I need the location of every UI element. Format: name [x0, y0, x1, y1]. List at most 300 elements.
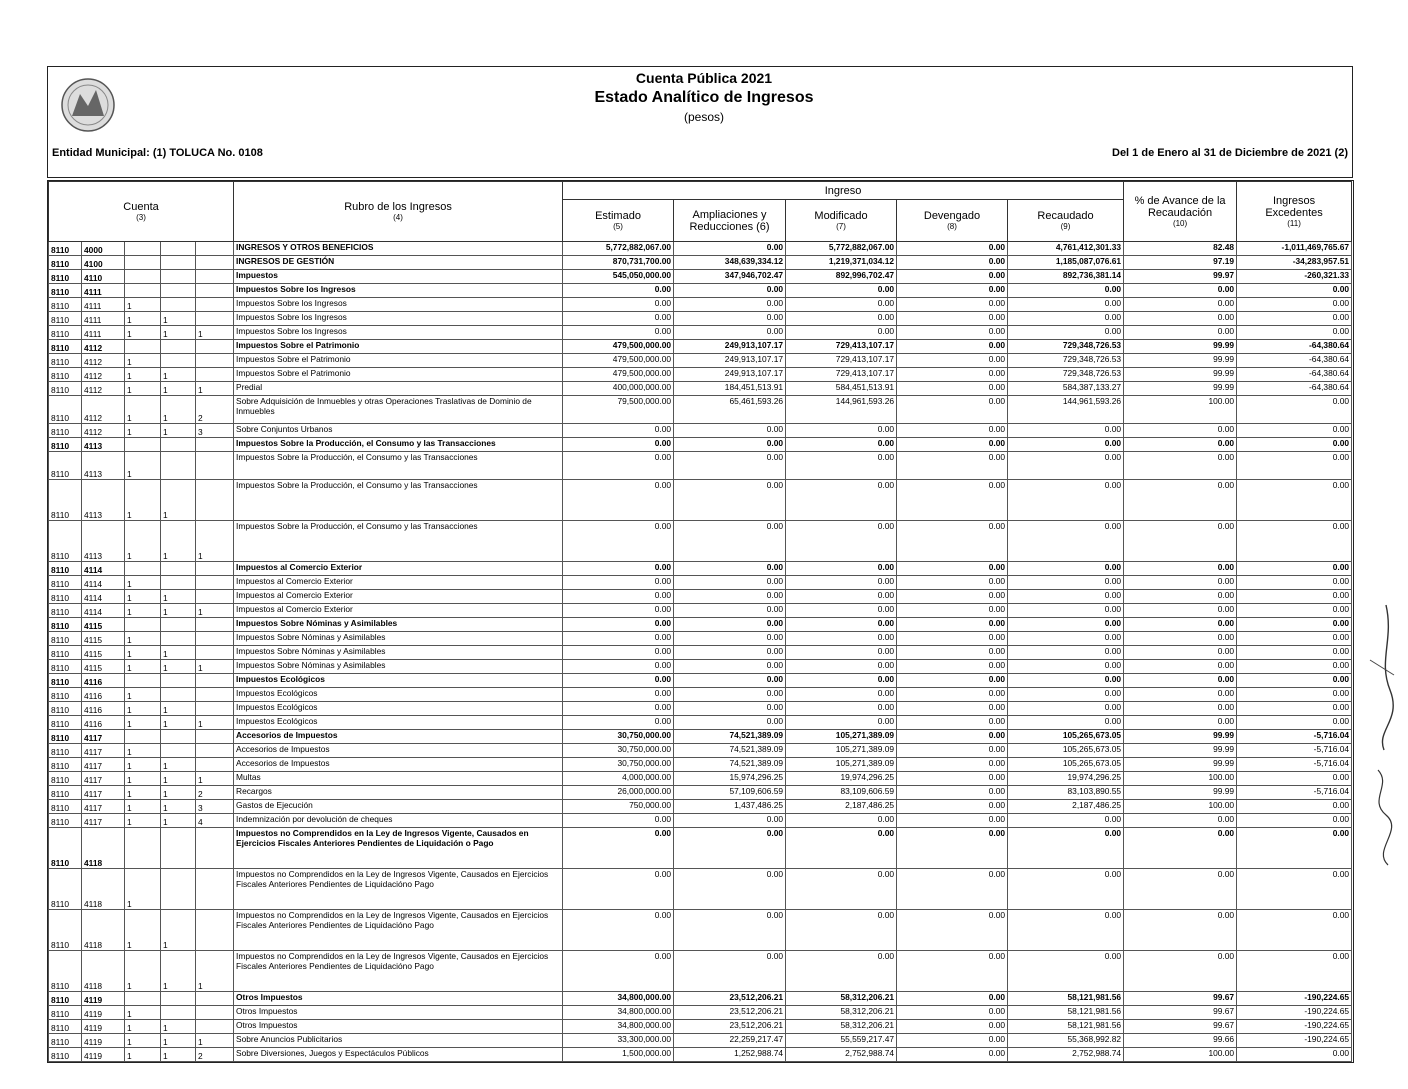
table-row	[49, 242, 1352, 256]
cell-avance: 99.99	[1124, 744, 1237, 758]
cell-estimado: 0.00	[563, 562, 674, 576]
cell-avance: 0.00	[1124, 576, 1237, 590]
cell-excedentes: 0.00	[1237, 688, 1352, 702]
cell-avance: 0.00	[1124, 660, 1237, 674]
cell-grupo: 4113	[82, 521, 125, 562]
cell-modificado: 0.00	[786, 298, 897, 312]
table-row	[49, 951, 1352, 992]
cell-estimado: 34,800,000.00	[563, 1006, 674, 1020]
cell-avance: 0.00	[1124, 814, 1237, 828]
cell-description: Impuestos Sobre los Ingresos	[234, 312, 563, 326]
cell-recaudado: 0.00	[1008, 298, 1124, 312]
cell-modificado: 729,413,107.17	[786, 340, 897, 354]
cell-rubro: 1	[125, 354, 161, 368]
cell-clase	[196, 758, 234, 772]
cell-clase: 1	[196, 951, 234, 992]
cell-grupo: 4112	[82, 340, 125, 354]
cell-estimado: 0.00	[563, 618, 674, 632]
cell-description: Impuestos Ecológicos	[234, 674, 563, 688]
cell-description: Otros Impuestos	[234, 1006, 563, 1020]
cell-excedentes: 0.00	[1237, 618, 1352, 632]
cell-recaudado: 0.00	[1008, 814, 1124, 828]
cell-clase	[196, 562, 234, 576]
cell-clase: 2	[196, 396, 234, 424]
cell-description: Impuestos Sobre los Ingresos	[234, 298, 563, 312]
cell-avance: 0.00	[1124, 424, 1237, 438]
cell-recaudado: 19,974,296.25	[1008, 772, 1124, 786]
cell-estimado: 30,750,000.00	[563, 730, 674, 744]
cell-ampliaciones: 22,259,217.47	[674, 1034, 786, 1048]
cell-excedentes: 0.00	[1237, 576, 1352, 590]
col-ingreso-header: Ingreso	[563, 182, 1124, 200]
cell-estimado: 0.00	[563, 424, 674, 438]
table-row	[49, 618, 1352, 632]
cell-estimado: 479,500,000.00	[563, 354, 674, 368]
cell-description: Impuestos no Comprendidos en la Ley de Ingresos Vigente, Causados en Ejercicios Fiscales Anteriores Pendientes de Liquidacióno Pago	[234, 951, 563, 992]
cell-tipo: 1	[161, 758, 196, 772]
cell-estimado: 0.00	[563, 951, 674, 992]
cell-rubro: 1	[125, 702, 161, 716]
cell-modificado: 0.00	[786, 424, 897, 438]
cell-avance: 100.00	[1124, 772, 1237, 786]
cell-description: Impuestos no Comprendidos en la Ley de Ingresos Vigente, Causados en Ejercicios Fiscales Anteriores Pendientes de Liquidacióno Pago	[234, 910, 563, 951]
cell-rubro	[125, 284, 161, 298]
cell-tipo	[161, 674, 196, 688]
cell-tipo	[161, 284, 196, 298]
cell-tipo: 1	[161, 368, 196, 382]
cell-recaudado: 105,265,673.05	[1008, 744, 1124, 758]
cell-tipo	[161, 869, 196, 910]
cell-ampliaciones: 0.00	[674, 869, 786, 910]
cell-devengado: 0.00	[897, 674, 1008, 688]
cell-genero: 8110	[49, 396, 82, 424]
cell-genero: 8110	[49, 646, 82, 660]
table-row	[49, 604, 1352, 618]
table-row	[49, 1020, 1352, 1034]
cell-excedentes: 0.00	[1237, 521, 1352, 562]
cell-rubro	[125, 618, 161, 632]
table-row	[49, 992, 1352, 1006]
cell-modificado: 105,271,389.09	[786, 744, 897, 758]
cell-excedentes: -190,224.65	[1237, 1020, 1352, 1034]
cell-description: Accesorios de Impuestos	[234, 730, 563, 744]
cell-genero: 8110	[49, 576, 82, 590]
cell-modificado: 0.00	[786, 828, 897, 869]
cell-clase: 1	[196, 660, 234, 674]
cell-modificado: 0.00	[786, 326, 897, 340]
cell-recaudado: 4,761,412,301.33	[1008, 242, 1124, 256]
cell-estimado: 30,750,000.00	[563, 744, 674, 758]
cell-rubro	[125, 270, 161, 284]
cell-clase	[196, 1006, 234, 1020]
cell-excedentes: -64,380.64	[1237, 368, 1352, 382]
cell-estimado: 0.00	[563, 674, 674, 688]
cell-recaudado: 0.00	[1008, 951, 1124, 992]
cell-genero: 8110	[49, 368, 82, 382]
cell-estimado: 0.00	[563, 632, 674, 646]
cell-clase	[196, 298, 234, 312]
cell-recaudado: 0.00	[1008, 576, 1124, 590]
cell-ampliaciones: 1,252,988.74	[674, 1048, 786, 1062]
cell-tipo: 1	[161, 660, 196, 674]
cell-excedentes: 0.00	[1237, 869, 1352, 910]
cell-description: Impuestos Sobre los Ingresos	[234, 326, 563, 340]
table-row	[49, 800, 1352, 814]
cell-recaudado: 0.00	[1008, 452, 1124, 480]
cell-grupo: 4114	[82, 562, 125, 576]
cell-grupo: 4100	[82, 256, 125, 270]
cell-devengado: 0.00	[897, 814, 1008, 828]
cell-modificado: 584,451,513.91	[786, 382, 897, 396]
cell-recaudado: 0.00	[1008, 604, 1124, 618]
cell-grupo: 4118	[82, 869, 125, 910]
cell-excedentes: 0.00	[1237, 772, 1352, 786]
cell-devengado: 0.00	[897, 298, 1008, 312]
cell-grupo: 4116	[82, 716, 125, 730]
cell-estimado: 30,750,000.00	[563, 758, 674, 772]
cell-recaudado: 0.00	[1008, 910, 1124, 951]
cell-genero: 8110	[49, 730, 82, 744]
cell-modificado: 2,187,486.25	[786, 800, 897, 814]
cell-modificado: 0.00	[786, 716, 897, 730]
cell-estimado: 34,800,000.00	[563, 1020, 674, 1034]
cell-recaudado: 0.00	[1008, 688, 1124, 702]
cell-clase: 4	[196, 814, 234, 828]
cell-clase: 1	[196, 716, 234, 730]
cell-avance: 0.00	[1124, 562, 1237, 576]
cell-devengado: 0.00	[897, 1020, 1008, 1034]
cell-excedentes: 0.00	[1237, 590, 1352, 604]
cell-estimado: 0.00	[563, 910, 674, 951]
cell-devengado: 0.00	[897, 242, 1008, 256]
cell-devengado: 0.00	[897, 992, 1008, 1006]
cell-tipo: 1	[161, 910, 196, 951]
cell-description: Impuestos Sobre el Patrimonio	[234, 354, 563, 368]
cell-tipo	[161, 562, 196, 576]
cell-grupo: 4117	[82, 730, 125, 744]
cell-devengado: 0.00	[897, 480, 1008, 521]
cell-description: Impuestos Sobre la Producción, el Consumo y las Transacciones	[234, 521, 563, 562]
cell-modificado: 0.00	[786, 480, 897, 521]
cell-recaudado: 0.00	[1008, 716, 1124, 730]
cell-clase: 1	[196, 521, 234, 562]
cell-tipo: 1	[161, 702, 196, 716]
cell-excedentes: -5,716.04	[1237, 758, 1352, 772]
table-row	[49, 786, 1352, 800]
cell-clase	[196, 828, 234, 869]
cell-rubro: 1	[125, 382, 161, 396]
cell-excedentes: -64,380.64	[1237, 382, 1352, 396]
table-row	[49, 702, 1352, 716]
cell-estimado: 0.00	[563, 326, 674, 340]
cell-ampliaciones: 0.00	[674, 604, 786, 618]
cell-excedentes: 0.00	[1237, 814, 1352, 828]
col-estimado-header: Estimado (5)	[563, 200, 674, 242]
cell-estimado: 400,000,000.00	[563, 382, 674, 396]
cell-tipo: 1	[161, 424, 196, 438]
cell-clase	[196, 452, 234, 480]
cell-recaudado: 0.00	[1008, 828, 1124, 869]
cell-excedentes: 0.00	[1237, 480, 1352, 521]
cell-estimado: 0.00	[563, 298, 674, 312]
report-units: (pesos)	[683, 110, 724, 124]
cell-devengado: 0.00	[897, 618, 1008, 632]
cell-devengado: 0.00	[897, 562, 1008, 576]
cell-modificado: 0.00	[786, 646, 897, 660]
cell-genero: 8110	[49, 382, 82, 396]
cell-rubro: 1	[125, 326, 161, 340]
cell-recaudado: 2,752,988.74	[1008, 1048, 1124, 1062]
cell-excedentes: 0.00	[1237, 660, 1352, 674]
cell-clase	[196, 284, 234, 298]
cell-genero: 8110	[49, 814, 82, 828]
cell-rubro: 1	[125, 814, 161, 828]
cell-estimado: 0.00	[563, 716, 674, 730]
cell-tipo	[161, 618, 196, 632]
cell-genero: 8110	[49, 716, 82, 730]
cell-genero: 8110	[49, 312, 82, 326]
cell-avance: 100.00	[1124, 396, 1237, 424]
cell-avance: 0.00	[1124, 702, 1237, 716]
cell-description: Recargos	[234, 786, 563, 800]
cell-devengado: 0.00	[897, 1034, 1008, 1048]
cell-modificado: 0.00	[786, 702, 897, 716]
cell-description: Impuestos al Comercio Exterior	[234, 604, 563, 618]
cell-excedentes: 0.00	[1237, 674, 1352, 688]
col-devengado-header: Devengado (8)	[897, 200, 1008, 242]
cell-clase	[196, 646, 234, 660]
cell-modificado: 0.00	[786, 632, 897, 646]
cell-rubro: 1	[125, 758, 161, 772]
cell-grupo: 4119	[82, 992, 125, 1006]
cell-rubro: 1	[125, 786, 161, 800]
cell-tipo: 1	[161, 396, 196, 424]
cell-grupo: 4111	[82, 284, 125, 298]
cell-rubro	[125, 562, 161, 576]
cell-genero: 8110	[49, 951, 82, 992]
cell-grupo: 4115	[82, 646, 125, 660]
table-row	[49, 590, 1352, 604]
cell-rubro: 1	[125, 800, 161, 814]
cell-ampliaciones: 0.00	[674, 298, 786, 312]
cell-genero: 8110	[49, 660, 82, 674]
cell-grupo: 4112	[82, 354, 125, 368]
cell-devengado: 0.00	[897, 604, 1008, 618]
cell-excedentes: -190,224.65	[1237, 992, 1352, 1006]
cell-description: Impuestos Sobre el Patrimonio	[234, 368, 563, 382]
cell-description: Predial	[234, 382, 563, 396]
cell-tipo: 1	[161, 646, 196, 660]
cell-recaudado: 892,736,381.14	[1008, 270, 1124, 284]
cell-recaudado: 0.00	[1008, 869, 1124, 910]
table-row	[49, 270, 1352, 284]
cell-tipo: 1	[161, 786, 196, 800]
cell-rubro: 1	[125, 688, 161, 702]
cell-recaudado: 0.00	[1008, 326, 1124, 340]
cell-recaudado: 0.00	[1008, 284, 1124, 298]
cell-description: Impuestos Ecológicos	[234, 702, 563, 716]
cell-estimado: 33,300,000.00	[563, 1034, 674, 1048]
cell-devengado: 0.00	[897, 312, 1008, 326]
cell-excedentes: -190,224.65	[1237, 1006, 1352, 1020]
cell-recaudado: 83,103,890.55	[1008, 786, 1124, 800]
cell-rubro: 1	[125, 1034, 161, 1048]
cell-rubro	[125, 828, 161, 869]
cell-avance: 99.99	[1124, 354, 1237, 368]
cell-rubro	[125, 242, 161, 256]
cell-ampliaciones: 0.00	[674, 828, 786, 869]
cell-ampliaciones: 15,974,296.25	[674, 772, 786, 786]
cell-rubro	[125, 438, 161, 452]
cell-modificado: 0.00	[786, 814, 897, 828]
cell-ampliaciones: 249,913,107.17	[674, 340, 786, 354]
cell-ampliaciones: 74,521,389.09	[674, 744, 786, 758]
cell-grupo: 4115	[82, 618, 125, 632]
table-row	[49, 730, 1352, 744]
cell-devengado: 0.00	[897, 382, 1008, 396]
cell-ampliaciones: 249,913,107.17	[674, 368, 786, 382]
cell-avance: 0.00	[1124, 618, 1237, 632]
cell-avance: 0.00	[1124, 326, 1237, 340]
cell-estimado: 0.00	[563, 646, 674, 660]
table-row	[49, 368, 1352, 382]
cell-rubro: 1	[125, 480, 161, 521]
cell-devengado: 0.00	[897, 744, 1008, 758]
table-row	[49, 576, 1352, 590]
cell-tipo: 1	[161, 1034, 196, 1048]
cell-tipo	[161, 452, 196, 480]
cell-modificado: 144,961,593.26	[786, 396, 897, 424]
cell-devengado: 0.00	[897, 521, 1008, 562]
cell-recaudado: 55,368,992.82	[1008, 1034, 1124, 1048]
table-row	[49, 758, 1352, 772]
cell-ampliaciones: 0.00	[674, 674, 786, 688]
cell-clase	[196, 590, 234, 604]
cell-modificado: 0.00	[786, 284, 897, 298]
cell-rubro: 1	[125, 604, 161, 618]
cell-genero: 8110	[49, 256, 82, 270]
cell-ampliaciones: 0.00	[674, 326, 786, 340]
cell-devengado: 0.00	[897, 730, 1008, 744]
cell-devengado: 0.00	[897, 660, 1008, 674]
cell-genero: 8110	[49, 340, 82, 354]
cell-tipo: 1	[161, 604, 196, 618]
cell-avance: 0.00	[1124, 632, 1237, 646]
cell-estimado: 0.00	[563, 660, 674, 674]
cell-description: Sobre Conjuntos Urbanos	[234, 424, 563, 438]
cell-recaudado: 144,961,593.26	[1008, 396, 1124, 424]
cell-ampliaciones: 0.00	[674, 716, 786, 730]
cell-grupo: 4114	[82, 576, 125, 590]
cell-devengado: 0.00	[897, 396, 1008, 424]
cell-rubro: 1	[125, 951, 161, 992]
cell-ampliaciones: 0.00	[674, 424, 786, 438]
cell-estimado: 0.00	[563, 438, 674, 452]
cell-devengado: 0.00	[897, 646, 1008, 660]
report-subtitle: Estado Analítico de Ingresos	[594, 89, 814, 106]
cell-excedentes: -5,716.04	[1237, 730, 1352, 744]
cell-description: Impuestos Sobre el Patrimonio	[234, 340, 563, 354]
cell-clase	[196, 674, 234, 688]
cell-clase	[196, 312, 234, 326]
cell-genero: 8110	[49, 1034, 82, 1048]
cell-rubro	[125, 992, 161, 1006]
cell-recaudado: 105,265,673.05	[1008, 758, 1124, 772]
cell-recaudado: 0.00	[1008, 562, 1124, 576]
cell-devengado: 0.00	[897, 576, 1008, 590]
cell-avance: 0.00	[1124, 521, 1237, 562]
cell-ampliaciones: 74,521,389.09	[674, 730, 786, 744]
cell-ampliaciones: 0.00	[674, 910, 786, 951]
cell-recaudado: 0.00	[1008, 660, 1124, 674]
table-row	[49, 396, 1352, 424]
cell-avance: 0.00	[1124, 452, 1237, 480]
cell-devengado: 0.00	[897, 1006, 1008, 1020]
table-row	[49, 910, 1352, 951]
cell-description: Accesorios de Impuestos	[234, 744, 563, 758]
cell-excedentes: -64,380.64	[1237, 340, 1352, 354]
cell-genero: 8110	[49, 674, 82, 688]
cell-recaudado: 0.00	[1008, 424, 1124, 438]
cell-recaudado: 58,121,981.56	[1008, 992, 1124, 1006]
cell-grupo: 4116	[82, 702, 125, 716]
cell-ampliaciones: 0.00	[674, 438, 786, 452]
cell-excedentes: -64,380.64	[1237, 354, 1352, 368]
cell-tipo	[161, 340, 196, 354]
cell-estimado: 0.00	[563, 576, 674, 590]
cell-grupo: 4116	[82, 688, 125, 702]
cell-excedentes: 0.00	[1237, 632, 1352, 646]
cell-clase	[196, 869, 234, 910]
table-row	[49, 354, 1352, 368]
cell-grupo: 4118	[82, 910, 125, 951]
cell-clase: 1	[196, 604, 234, 618]
cell-recaudado: 0.00	[1008, 702, 1124, 716]
cell-modificado: 0.00	[786, 576, 897, 590]
cell-rubro: 1	[125, 521, 161, 562]
cell-devengado: 0.00	[897, 828, 1008, 869]
cell-description: Impuestos al Comercio Exterior	[234, 576, 563, 590]
cell-devengado: 0.00	[897, 326, 1008, 340]
col-avance-header: % de Avance de la Recaudación (10)	[1124, 182, 1237, 242]
cell-devengado: 0.00	[897, 758, 1008, 772]
cell-devengado: 0.00	[897, 452, 1008, 480]
cell-description: Impuestos Sobre la Producción, el Consumo y las Transacciones	[234, 452, 563, 480]
cell-estimado: 0.00	[563, 604, 674, 618]
cell-ampliaciones: 0.00	[674, 660, 786, 674]
cell-ampliaciones: 0.00	[674, 814, 786, 828]
cell-excedentes: 0.00	[1237, 452, 1352, 480]
cell-recaudado: 729,348,726.53	[1008, 340, 1124, 354]
cell-ampliaciones: 0.00	[674, 242, 786, 256]
cell-ampliaciones: 0.00	[674, 632, 786, 646]
cell-modificado: 105,271,389.09	[786, 758, 897, 772]
cell-description: Impuestos no Comprendidos en la Ley de Ingresos Vigente, Causados en Ejercicios Fiscales Anteriores Pendientes de Liquidación o Pago	[234, 828, 563, 869]
cell-recaudado: 0.00	[1008, 646, 1124, 660]
cell-clase	[196, 688, 234, 702]
cell-devengado: 0.00	[897, 716, 1008, 730]
cell-clase	[196, 242, 234, 256]
cell-modificado: 0.00	[786, 521, 897, 562]
cell-avance: 0.00	[1124, 869, 1237, 910]
cell-clase: 2	[196, 1048, 234, 1062]
cell-estimado: 34,800,000.00	[563, 992, 674, 1006]
cell-excedentes: 0.00	[1237, 604, 1352, 618]
cell-tipo: 1	[161, 521, 196, 562]
cell-description: Accesorios de Impuestos	[234, 758, 563, 772]
table-row	[49, 1034, 1352, 1048]
cell-avance: 99.99	[1124, 786, 1237, 800]
